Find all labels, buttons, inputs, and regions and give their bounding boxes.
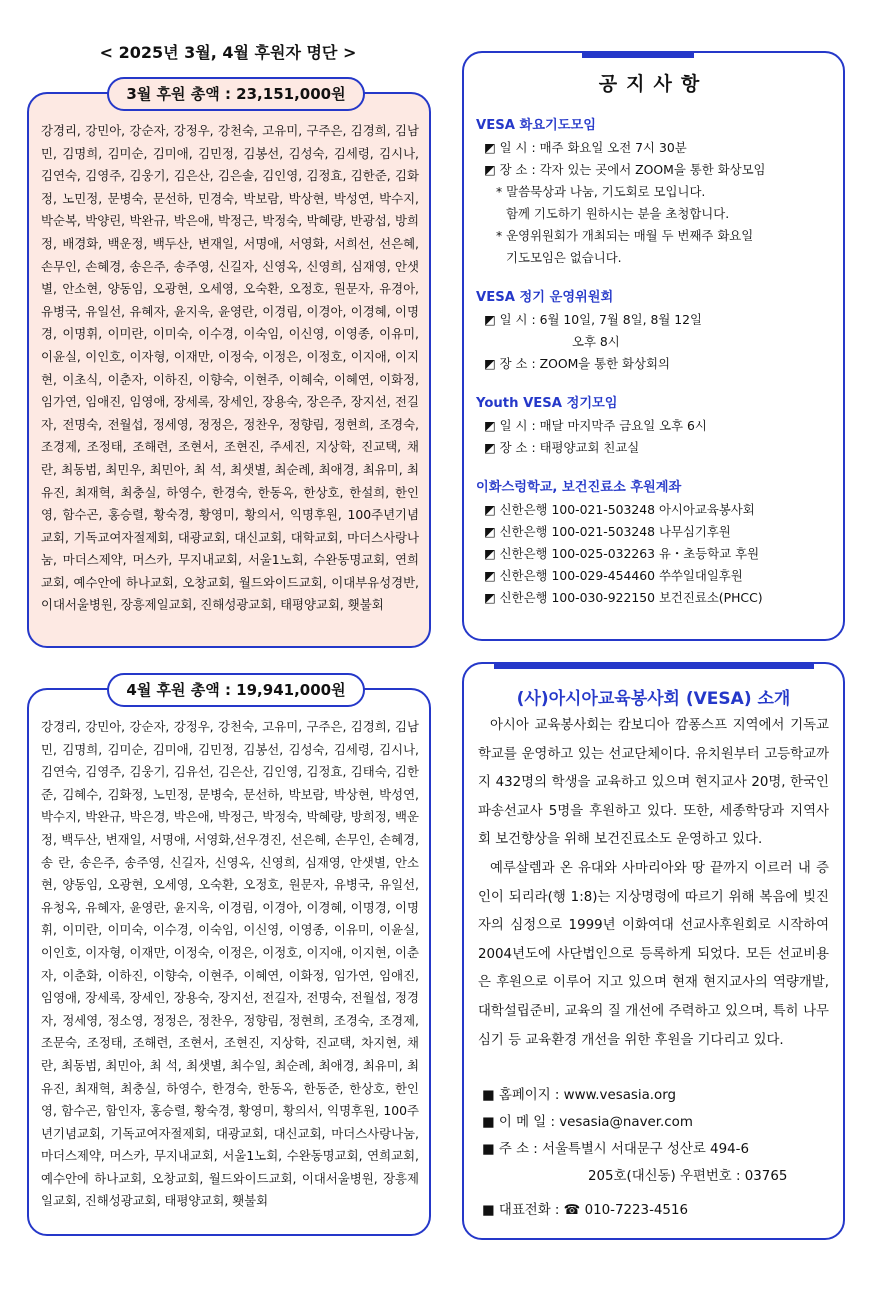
march-donor-box: [27, 85, 431, 648]
april-donor-box: [27, 681, 431, 1236]
notice-body: [476, 115, 837, 609]
address-line: ■ 주 소 : 서울특별시 서대문구 성산로 494-6: [482, 1142, 749, 1157]
intro-paragraph: 아시아 교육봉사회는 캄보디아 깜퐁스프 지역에서 기독교 학교를 운영하고 있는 선교단체이다. 유치원부터 고등학교까지 432명의 학생을 교육하고 있으며 현지교사 20명, 한국인 파송선교사 5명을 후원하고 있다. 또한, 세종학당과 지역사회 보건향상을 위해 보건진료소도 운영하고 있다.: [478, 718, 829, 848]
march-total-label: 3월 후원 총액 : 23,151,000원: [107, 77, 365, 111]
intro-paragraph: 예루살렘과 온 유대와 사마리아와 땅 끝까지 이르러 내 증인이 되리라(행 1:8)는 지상명령에 따르기 위해 복음에 빚진 자의 심정으로 1999년 이화여대 선교사후원회로 시작하여 2004년도에 사단법인으로 등록하게 되었다. 모든 선교비용은 후원으로 이루어 지고 있으며 현재 현지교사의 역량개발, 대학설립준비, 교육의 질 개선에 주력하고 있으며, 특히 나무심기 등 교육환경 개선을 위한 후원을 기다리고 있다.: [478, 860, 829, 1048]
prayer-note: * 말씀묵상과 나눔, 기도회로 모입니다.: [496, 184, 706, 199]
accounts-title: 이화스렁학교, 보건진료소 후원계좌: [476, 480, 682, 495]
intro-text: [478, 712, 829, 1055]
address-line-2: 205호(대신동) 우편번호 : 03765: [588, 1169, 788, 1184]
prayer-meeting-time: ◩ 일 시 : 매주 화요일 오전 7시 30분: [484, 140, 687, 155]
youth-meeting-place: ◩ 장 소 : 태평양교회 친교실: [484, 440, 640, 455]
april-total-label: 4월 후원 총액 : 19,941,000원: [107, 673, 365, 707]
account-item: ◩ 신한은행 100-021-503248 나무심기후원: [484, 524, 731, 539]
account-item: ◩ 신한은행 100-025-032263 유・초등학교 후원: [484, 546, 760, 561]
prayer-note: 기도모임은 없습니다.: [506, 250, 622, 265]
account-item: ◩ 신한은행 100-029-454460 쑤쑤일대일후원: [484, 568, 743, 583]
prayer-note: 함께 기도하기 원하시는 분을 초청합니다.: [506, 206, 730, 221]
contact-list: [482, 1082, 835, 1224]
committee-place: ◩ 장 소 : ZOOM을 통한 화상회의: [484, 356, 670, 371]
intro-title: (사)아시아교육봉사회 (VESA) 소개: [516, 689, 791, 709]
committee-title: VESA 정기 운영위원회: [476, 290, 614, 305]
march-donor-names: 강경리, 강민아, 강순자, 강정우, 강천숙, 고유미, 구주은, 김경희, 김남민, 김명희, 김미순, 김미애, 김민정, 김봉선, 김성숙, 김세령, 김시나, 김연숙, 김영주, 김웅기, 김은산, 김은솔, 김인영, 김정효, 김한준, 김화정, 노민정, 문병숙, 문선하, 민경숙, 박보람, 박상현, 박성연, 박수지, 박순복, 박양린, 박완규, 박은애, 박정근, 박정숙, 박혜량, 반광섭, 방희정, 배경화, 백운정, 백두산, 변재일, 서명애, 서영화, 서희선, 선은혜, 손무인, 손혜경, 송은주, 송주영, 신길자, 신영옥, 신영희, 심재영, 안샛별, 안소현, 양동임, 오광현, 오세영, 오숙환, 오정호, 원문자, 유경아, 유병국, 유일선, 유혜자, 윤지욱, 윤영란, 이경림, 이경아, 이경혜, 이명경, 이명휘, 이미란, 이미숙, 이수경, 이숙임, 이신영, 이영종, 이유미, 이윤실, 이인호, 이자형, 이재만, 이정숙, 이정은, 이정호, 이지애, 이지현, 이초식, 이춘자, 이하진, 이향숙, 이현주, 이혜숙, 이혜연, 이화정, 임가연, 임애진, 임영애, 장세록, 장세인, 장용숙, 장은주, 장지선, 전길자, 전명숙, 전월섭, 정세영, 정정은, 정찬우, 정향림, 정현희, 조경숙, 조경제, 조정태, 조해련, 조현서, 조현진, 주세진, 지상학, 진교택, 채 란, 최동범, 최민우, 최민아, 최 석, 최샛별, 최순례, 최애경, 최유미, 최유진, 최재혁, 최충실, 하영수, 한경숙, 한동옥, 한상호, 한설희, 한인영, 함수곤, 홍승렬, 황숙경, 황영미, 황의서, 익명후원, 100주년기념교회, 기독교여자절제회, 대광교회, 대신교회, 대학교회, 마더스사랑나눔, 마더스제약, 머스카, 무지내교회, 서울1노회, 수완동명교회, 연희교회, 예수안에 하나교회, 오창교회, 월드와이드교회, 이대부유성경반, 이대서울병원, 장흥제일교회, 진해성광교회, 태평양교회, 횃불회: [41, 123, 419, 613]
email-link[interactable]: ■ 이 메 일 : vesasia@naver.com: [482, 1115, 693, 1130]
prayer-meeting-title: VESA 화요기도모임: [476, 118, 596, 133]
page-title: < 2025년 3월, 4월 후원자 명단 >: [99, 43, 357, 62]
prayer-note: * 운영위원회가 개최되는 매월 두 번째주 화요일: [496, 228, 754, 243]
committee-time-hour: 오후 8시: [572, 334, 620, 349]
intro-top-bar: [494, 662, 814, 669]
notice-title: 공지사항: [598, 73, 709, 95]
intro-box: [462, 662, 845, 1240]
april-donor-names: 강경리, 강민아, 강순자, 강정우, 강천숙, 고유미, 구주은, 김경희, 김남민, 김명희, 김미순, 김미애, 김민정, 김봉선, 김성숙, 김세령, 김시나, 김연숙, 김영주, 김웅기, 김유선, 김은산, 김인영, 김정효, 김태숙, 김한준, 김혜수, 김화정, 노민정, 문병숙, 문선하, 박보람, 박상현, 박성연, 박수지, 박완규, 박은경, 박은애, 박정근, 박정숙, 박혜량, 방희정, 백운정, 백두산, 변재일, 서명애, 서영화,선우경진, 선은혜, 손무인, 손혜경, 송 란, 송은주, 송주영, 신길자, 신영옥, 신영희, 심재영, 안샛별, 안소현, 양동임, 오광현, 오세영, 오숙환, 오정호, 원문자, 유병국, 유일선, 유청옥, 유혜자, 윤영란, 윤지욱, 이경림, 이경아, 이경혜, 이명경, 이명휘, 이미란, 이미숙, 이수경, 이숙임, 이신영, 이영종, 이유미, 이윤실, 이인호, 이자형, 이재만, 이정숙, 이정은, 이정호, 이지애, 이지현, 이춘자, 이춘화, 이하진, 이향숙, 이현주, 이혜연, 이화정, 임가연, 임애진, 임영애, 장세록, 장세인, 장용숙, 장지선, 전길자, 전명숙, 전월섭, 정경자, 정세영, 정소영, 정정은, 정찬우, 정향림, 정현희, 조경숙, 조경제, 조문숙, 조정태, 조해련, 조현서, 조현진, 지상학, 진교택, 차지현, 채 란, 최동범, 최민아, 최 석, 최샛별, 최수일, 최순례, 최애경, 최유미, 최유진, 최재혁, 최충실, 하영수, 한경숙, 한동옥, 한동준, 한상호, 한인영, 함수곤, 함인자, 홍승렬, 황숙경, 황영미, 황의서, 익명후원, 100주년기념교회, 기독교여자절제회, 대광교회, 대신교회, 마더스사랑나눔, 마더스제약, 머스카, 무지내교회, 서울1노회, 수완동명교회, 연희교회, 예수안에 하나교회, 오창교회, 월드와이드교회, 이대서울병원, 장흥제일교회, 진해성광교회, 태평양교회, 횃불회: [41, 719, 419, 1209]
account-item: ◩ 신한은행 100-021-503248 아시아교육봉사회: [484, 502, 755, 517]
notice-top-bar: [582, 51, 694, 58]
youth-meeting-time: ◩ 일 시 : 매달 마지막주 금요일 오후 6시: [484, 418, 707, 433]
committee-time: ◩ 일 시 : 6월 10일, 7월 8일, 8월 12일: [484, 312, 703, 327]
youth-meeting-title: Youth VESA 정기모임: [476, 396, 618, 411]
homepage-link[interactable]: ■ 홈페이지 : www.vesasia.org: [482, 1088, 677, 1103]
notice-box: [462, 51, 845, 641]
prayer-meeting-place: ◩ 장 소 : 각자 있는 곳에서 ZOOM을 통한 화상모임: [484, 162, 766, 177]
phone-line: ■ 대표전화 : ☎ 010-7223-4516: [482, 1203, 688, 1218]
account-item: ◩ 신한은행 100-030-922150 보건진료소(PHCC): [484, 590, 763, 605]
